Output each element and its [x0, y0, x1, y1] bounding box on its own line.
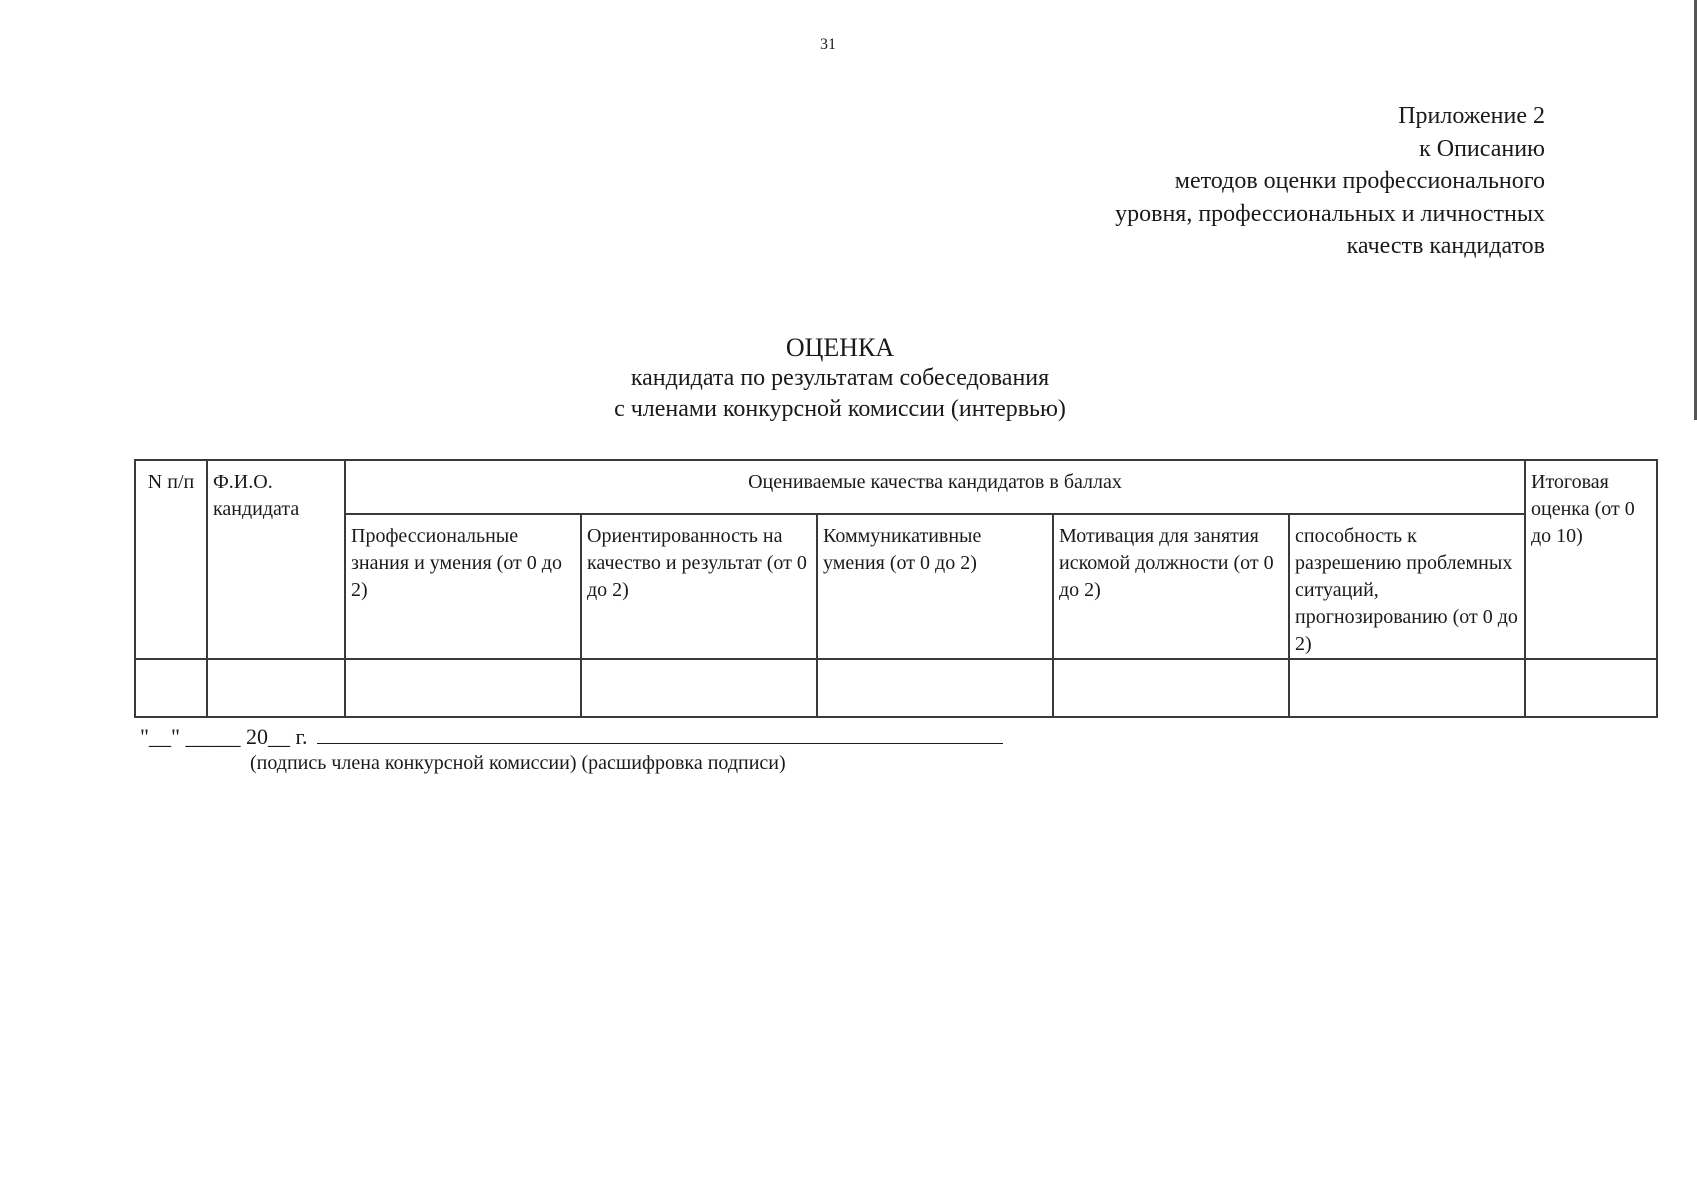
cell-score-problem-solving[interactable] — [1289, 659, 1525, 717]
appendix-line: качеств кандидатов — [1346, 233, 1545, 259]
cell-number[interactable] — [135, 659, 207, 717]
signature-field[interactable] — [317, 727, 1003, 744]
form-heading — [440, 332, 1240, 425]
appendix-line: методов оценки профессионального — [1174, 168, 1545, 194]
evaluation-table — [134, 459, 1658, 718]
date-field[interactable]: "__" _____ 20__ г. — [140, 724, 308, 749]
header-qualities-group: Оцениваемые качества кандидатов в баллах — [345, 460, 1525, 514]
form-subtitle: с членами конкурсной комиссии (интервью) — [614, 396, 1066, 422]
header-quality-professional: Профессиональные знания и умения (от 0 до 2) — [345, 514, 581, 659]
cell-score-result-orientation[interactable] — [581, 659, 817, 717]
cell-score-communication[interactable] — [817, 659, 1053, 717]
header-number: N п/п — [135, 460, 207, 659]
form-subtitle: кандидата по результатам собеседования — [630, 365, 1050, 391]
header-quality-problem-solving: способность к разрешению проблемных ситуаций, прогнозированию (от 0 до 2) — [1289, 514, 1525, 659]
cell-score-professional[interactable] — [345, 659, 581, 717]
date-signature-line — [140, 724, 1003, 750]
header-quality-communication: Коммуникативные умения (от 0 до 2) — [817, 514, 1053, 659]
appendix-line: уровня, профессиональных и личностных — [1115, 200, 1545, 227]
appendix-note — [945, 100, 1545, 263]
form-title: ОЦЕНКА — [785, 333, 895, 362]
cell-score-motivation[interactable] — [1053, 659, 1289, 717]
appendix-line: Приложение 2 — [1398, 103, 1545, 129]
appendix-line: к Описанию — [1419, 135, 1545, 162]
cell-total-score[interactable] — [1525, 659, 1657, 717]
cell-candidate-name[interactable] — [207, 659, 345, 717]
header-total-score: Итоговая оценка (от 0 до 10) — [1525, 460, 1657, 659]
header-quality-motivation: Мотивация для занятия искомой должности (от 0 до 2) — [1053, 514, 1289, 659]
page-number: 31 — [820, 36, 836, 53]
table-row — [135, 659, 1657, 717]
signature-caption: (подпись члена конкурсной комиссии) (расшифровка подписи) — [250, 752, 786, 774]
header-quality-result-orientation: Ориентированность на качество и результат (от 0 до 2) — [581, 514, 817, 659]
header-candidate-name: Ф.И.О. кандидата — [207, 460, 345, 659]
